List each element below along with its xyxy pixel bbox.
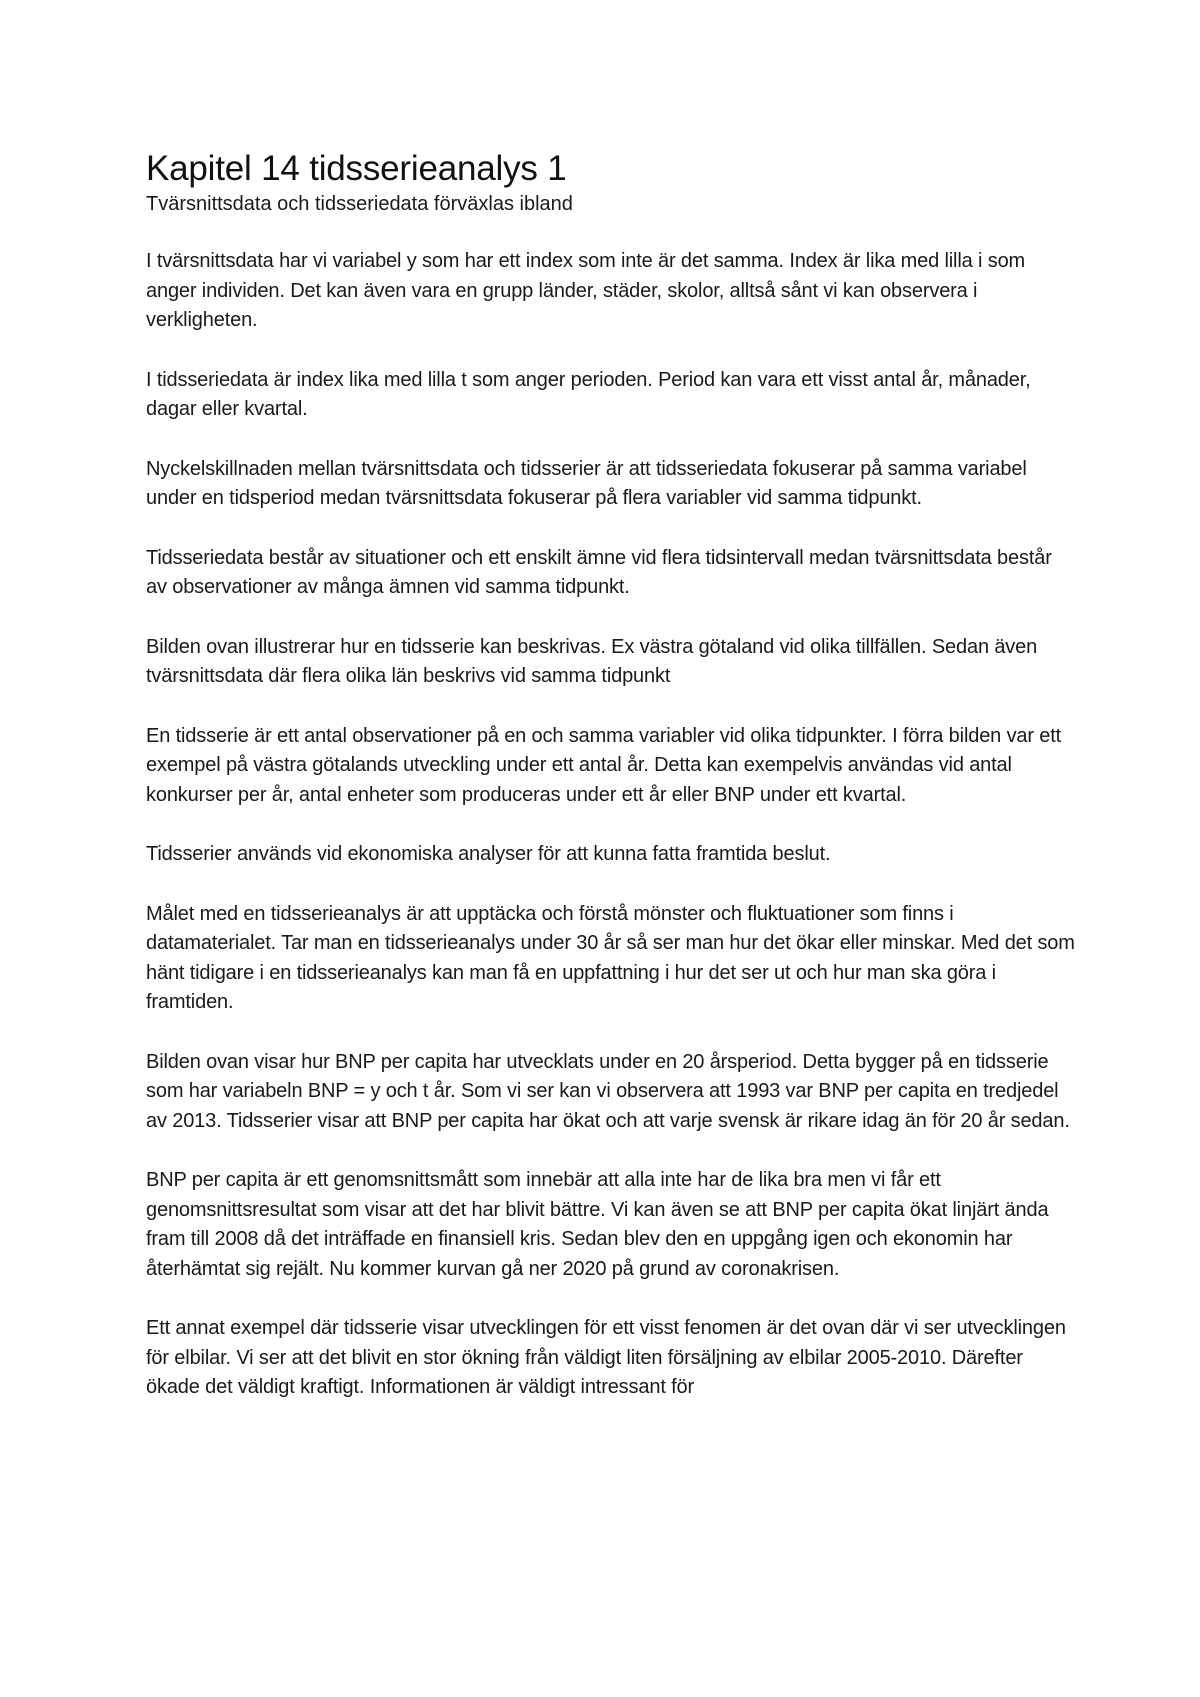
paragraph-1: I tvärsnittsdata har vi variabel y som har ett index som inte är det samma. Index är lika med lilla i som anger individen. Det kan även vara en grupp länder, städer, skolor, alltså sånt vi kan observera i verkligheten. — [146, 250, 1026, 331]
paragraph-6: En tidsserie är ett antal observationer på en och samma variabler vid olika tidpunkter. I förra bilden var ett exempel på västra götalands utveckling under ett antal år. Detta kan exempelvis användas vid antal konkurser per år, antal enheter som produceras under ett år eller BNP under ett kvartal. — [146, 724, 1062, 806]
document-page — [146, 148, 1076, 1433]
paragraph-11: Ett annat exempel där tidsserie visar utvecklingen för ett visst fenomen är det ovan där vi ser utvecklingen för elbilar. Vi ser att det blivit en stor ökning från väldigt liten försäljning av elbilar 2005-2010. Därefter ökade det väldigt kraftigt. Informationen är väldigt intressant för — [146, 1317, 1066, 1398]
paragraph-10: BNP per capita är ett genomsnittsmått som innebär att alla inte har de lika bra men vi får ett genomsnittsresultat som visar att det har blivit bättre. Vi kan även se att BNP per capita ökat linjärt ända fram till 2008 då det inträffade en finansiell kris. Sedan blev den en uppgång igen och ekonomin har återhämtat sig rejält. Nu kommer kurvan gå ner 2020 på grund av coronakrisen. — [146, 1169, 1049, 1280]
paragraph-8: Målet med en tidsserieanalys är att upptäcka och förstå mönster och fluktuationer som finns i datamaterialet. Tar man en tidsserieanalys under 30 år så ser man hur det ökar eller minskar. Med det som hänt tidigare i en tidsserieanalys kan man få en uppfattning i hur det ser ut och hur man ska göra i framtiden. — [146, 902, 1075, 1013]
paragraph-2: I tidsseriedata är index lika med lilla t som anger perioden. Period kan vara ett visst antal år, månader, dagar eller kvartal. — [146, 368, 1031, 420]
page-title: Kapitel 14 tidsserieanalys 1 — [146, 149, 567, 188]
paragraph-3: Nyckelskillnaden mellan tvärsnittsdata och tidsserier är att tidsseriedata fokuserar på samma variabel under en tidsperiod medan tvärsnittsdata fokuserar på flera variabler vid samma tidpunkt. — [146, 457, 1027, 509]
paragraph-5: Bilden ovan illustrerar hur en tidsserie kan beskrivas. Ex västra götaland vid olika tillfällen. Sedan även tvärsnittsdata där flera olika län beskrivs vid samma tidpunkt — [146, 635, 1038, 687]
paragraph-9: Bilden ovan visar hur BNP per capita har utvecklats under en 20 årsperiod. Detta bygger på en tidsserie som har variabeln BNP = y och t år. Som vi ser kan vi observera att 1993 var BNP per capita en tredjedel av 2013. Tidsserier visar att BNP per capita har ökat och att varje svensk är rikare idag än för 20 år sedan. — [146, 1050, 1070, 1132]
paragraph-7: Tidsserier används vid ekonomiska analyser för att kunna fatta framtida beslut. — [146, 843, 831, 865]
paragraph-4: Tidsseriedata består av situationer och ett enskilt ämne vid flera tidsintervall medan tvärsnittsdata består av observationer av många ämnen vid samma tidpunkt. — [146, 546, 1052, 598]
page-subtitle: Tvärsnittsdata och tidsseriedata förväxlas ibland — [146, 193, 573, 215]
